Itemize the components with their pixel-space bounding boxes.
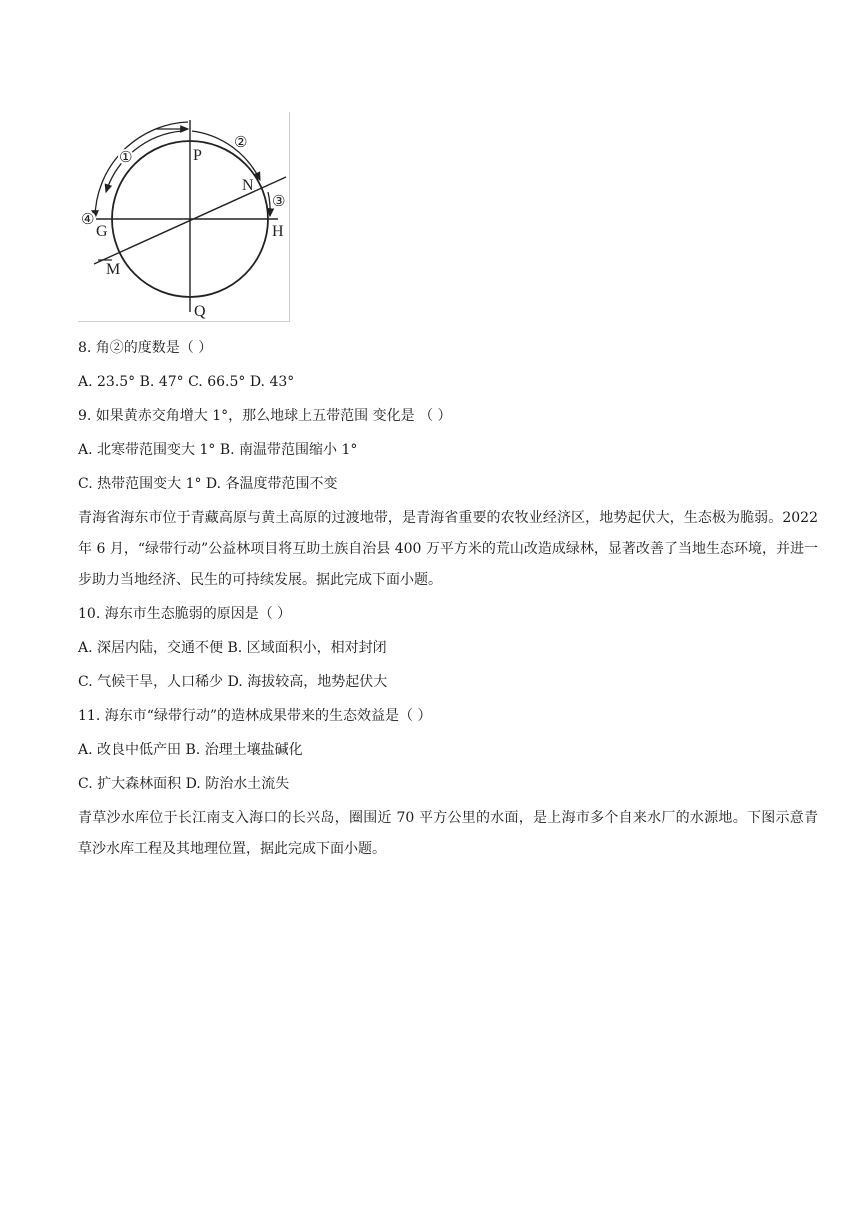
label-angle-4: ④ (81, 210, 95, 228)
label-h: H (272, 223, 284, 240)
label-p: P (193, 147, 202, 164)
q10-options-ab: A. 深居内陆，交通不便 B. 区域面积小，相对封闭 (78, 640, 387, 656)
label-m: M (106, 261, 121, 278)
label-angle-3: ③ (272, 192, 286, 210)
angle-arc-1 (106, 131, 182, 192)
question-content (78, 338, 818, 865)
passage-qingcaosha: 青草沙水库位于长江南支入海口的长兴岛，圈围近 70 平方公里的水面，是上海市多个自来水厂的水源地。下图示意青草沙水库工程及其地理位置，据此完成下面小题。 (78, 810, 818, 857)
label-n: N (242, 177, 254, 194)
q9-options-ab: A. 北寒带范围变大 1° B. 南温带范围缩小 1° (78, 442, 358, 458)
label-angle-1: ① (119, 148, 133, 166)
q11-stem: 11. 海东市“绿带行动”的造林成果带来的生态效益是（ ） (78, 708, 432, 724)
q8-stem: 8. 角②的度数是（ ） (78, 340, 213, 356)
earth-angle-diagram (78, 112, 290, 322)
q9-stem: 9. 如果黄赤交角增大 1°，那么地球上五带范围 变化是 （ ） (78, 408, 452, 424)
passage-haidong: 青海省海东市位于青藏高原与黄土高原的过渡地带，是青海省重要的农牧业经济区，地势起伏大，生态极为脆弱。2022 年 6 月，“绿带行动”公益林项目将互助土族自治县 400 万平方米的荒山改造成绿林，显著改善了当地生态环境，并进一步助力当地经济、民生的可持续发展。据此完成下面小题。 (78, 510, 818, 588)
angle-arc-4 (95, 122, 188, 218)
q9-options-cd: C. 热带范围变大 1° D. 各温度带范围不变 (78, 476, 338, 492)
q11-options-cd: C. 扩大森林面积 D. 防治水土流失 (78, 776, 290, 792)
label-g: G (96, 223, 108, 240)
angle-arc-2 (192, 131, 260, 180)
diagram-svg (78, 112, 290, 322)
q10-stem: 10. 海东市生态脆弱的原因是（ ） (78, 606, 292, 622)
q10-options-cd: C. 气候干旱，人口稀少 D. 海拔较高，地势起伏大 (78, 674, 388, 690)
q8-options: A. 23.5° B. 47° C. 66.5° D. 43° (78, 374, 295, 390)
label-angle-2: ② (234, 133, 248, 151)
label-q: Q (194, 303, 206, 320)
q11-options-ab: A. 改良中低产田 B. 治理土壤盐碱化 (78, 742, 303, 758)
